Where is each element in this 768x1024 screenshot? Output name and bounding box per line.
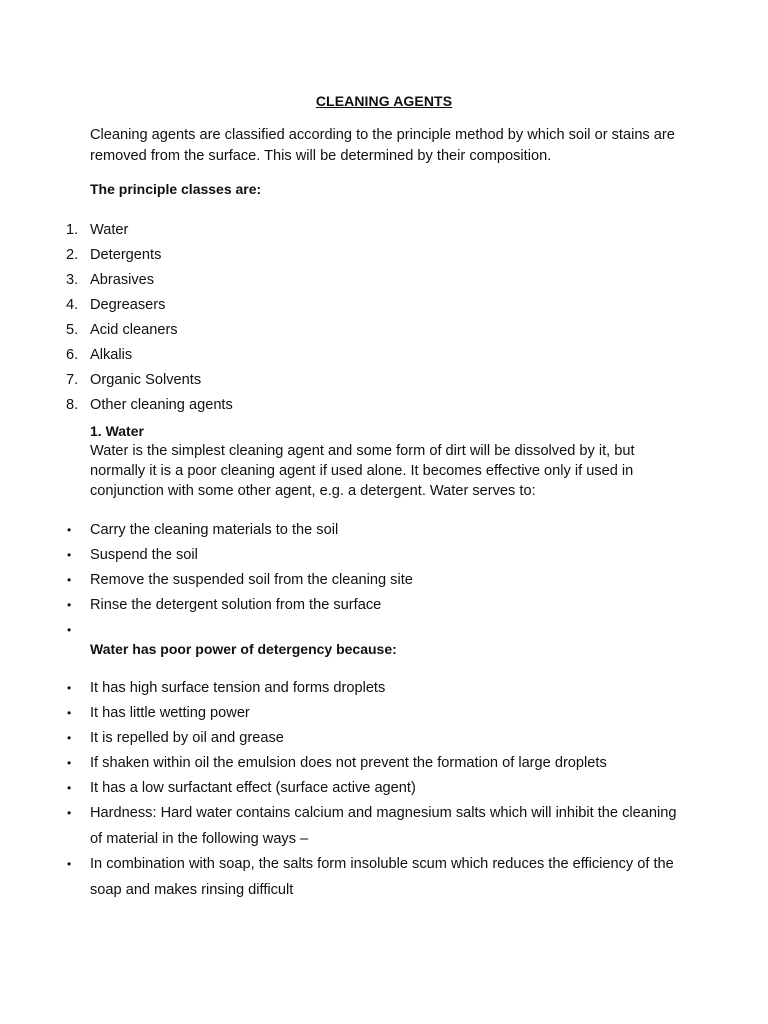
list-item	[0, 701, 768, 726]
bullet: •	[67, 598, 72, 612]
list-item-text: Carry the cleaning materials to the soil	[90, 522, 339, 538]
list-item	[0, 393, 768, 418]
list-number: 2.	[66, 247, 79, 263]
bullet: •	[67, 781, 72, 795]
list-item-text: It has little wetting power	[90, 705, 250, 721]
poor-detergency-list	[0, 676, 768, 903]
list-item	[0, 618, 768, 643]
poor-detergency-heading: Water has poor power of detergency because:	[90, 641, 397, 657]
list-item-text: Rinse the detergent solution from the surface	[90, 597, 382, 613]
list-number: 5.	[66, 322, 79, 338]
list-item-text: Other cleaning agents	[90, 397, 233, 413]
water-heading: 1. Water	[90, 423, 144, 439]
list-item	[0, 343, 768, 368]
list-item-text: It has a low surfactant effect (surface active agent)	[90, 780, 416, 796]
list-number: 1.	[66, 222, 79, 238]
bullet: •	[67, 573, 72, 587]
water-section	[90, 421, 690, 501]
water-paragraph: Water is the simplest cleaning agent and some form of dirt will be dissolved by it, but normally it is a poor cleaning agent if used alone. It becomes effective only if used in conjunction with some other agent, e.g. a detergent. Water serves to:	[90, 443, 635, 499]
list-item	[0, 726, 768, 751]
list-item	[0, 243, 768, 268]
bullet: •	[67, 731, 72, 745]
list-number: 4.	[66, 297, 79, 313]
list-item-text: Degreasers	[90, 297, 166, 313]
list-item-text: It has high surface tension and forms droplets	[90, 680, 386, 696]
bullet: •	[67, 756, 72, 770]
list-item	[0, 801, 768, 852]
list-item-text: In combination with soap, the salts form insoluble scum which reduces the efficiency of the soap and makes rinsing difficult	[90, 856, 674, 898]
list-item-text: Organic Solvents	[90, 372, 202, 388]
bullet: •	[67, 857, 72, 871]
list-item	[0, 543, 768, 568]
list-item	[0, 218, 768, 243]
list-item-text: Abrasives	[90, 272, 155, 288]
list-item	[0, 318, 768, 343]
list-item	[0, 293, 768, 318]
list-item	[0, 568, 768, 593]
list-item	[0, 518, 768, 543]
bullet: •	[67, 523, 72, 537]
list-number: 7.	[66, 372, 79, 388]
list-number: 6.	[66, 347, 79, 363]
page-title: CLEANING AGENTS	[315, 93, 453, 109]
list-number: 8.	[66, 397, 79, 413]
bullet: •	[67, 706, 72, 720]
list-number: 3.	[66, 272, 79, 288]
list-item-text: If shaken within oil the emulsion does not prevent the formation of large droplets	[90, 755, 607, 771]
bullet: •	[67, 548, 72, 562]
list-item	[0, 268, 768, 293]
list-item-text: Alkalis	[90, 347, 133, 363]
intro-paragraph: Cleaning agents are classified according to the principle method by which soil or stains are removed from the surface. This will be determined by their composition.	[90, 127, 675, 164]
list-item-text: Hardness: Hard water contains calcium and magnesium salts which will inhibit the cleaning of material in the following ways –	[90, 805, 677, 847]
classes-list	[0, 218, 768, 418]
list-item-text: Detergents	[90, 247, 162, 263]
list-item	[0, 852, 768, 903]
list-item	[0, 751, 768, 776]
bullet: •	[67, 681, 72, 695]
list-item-text: Suspend the soil	[90, 547, 198, 563]
list-item-text: Water	[90, 222, 129, 238]
list-item	[0, 593, 768, 618]
list-item-text: Remove the suspended soil from the cleaning site	[90, 572, 413, 588]
list-item-text: It is repelled by oil and grease	[90, 730, 284, 746]
classes-heading: The principle classes are:	[90, 181, 262, 197]
water-serves-list	[0, 518, 768, 643]
list-item	[0, 676, 768, 701]
bullet: •	[67, 623, 72, 637]
list-item	[0, 368, 768, 393]
list-item-text: Acid cleaners	[90, 322, 178, 338]
bullet: •	[67, 806, 72, 820]
list-item	[0, 776, 768, 801]
